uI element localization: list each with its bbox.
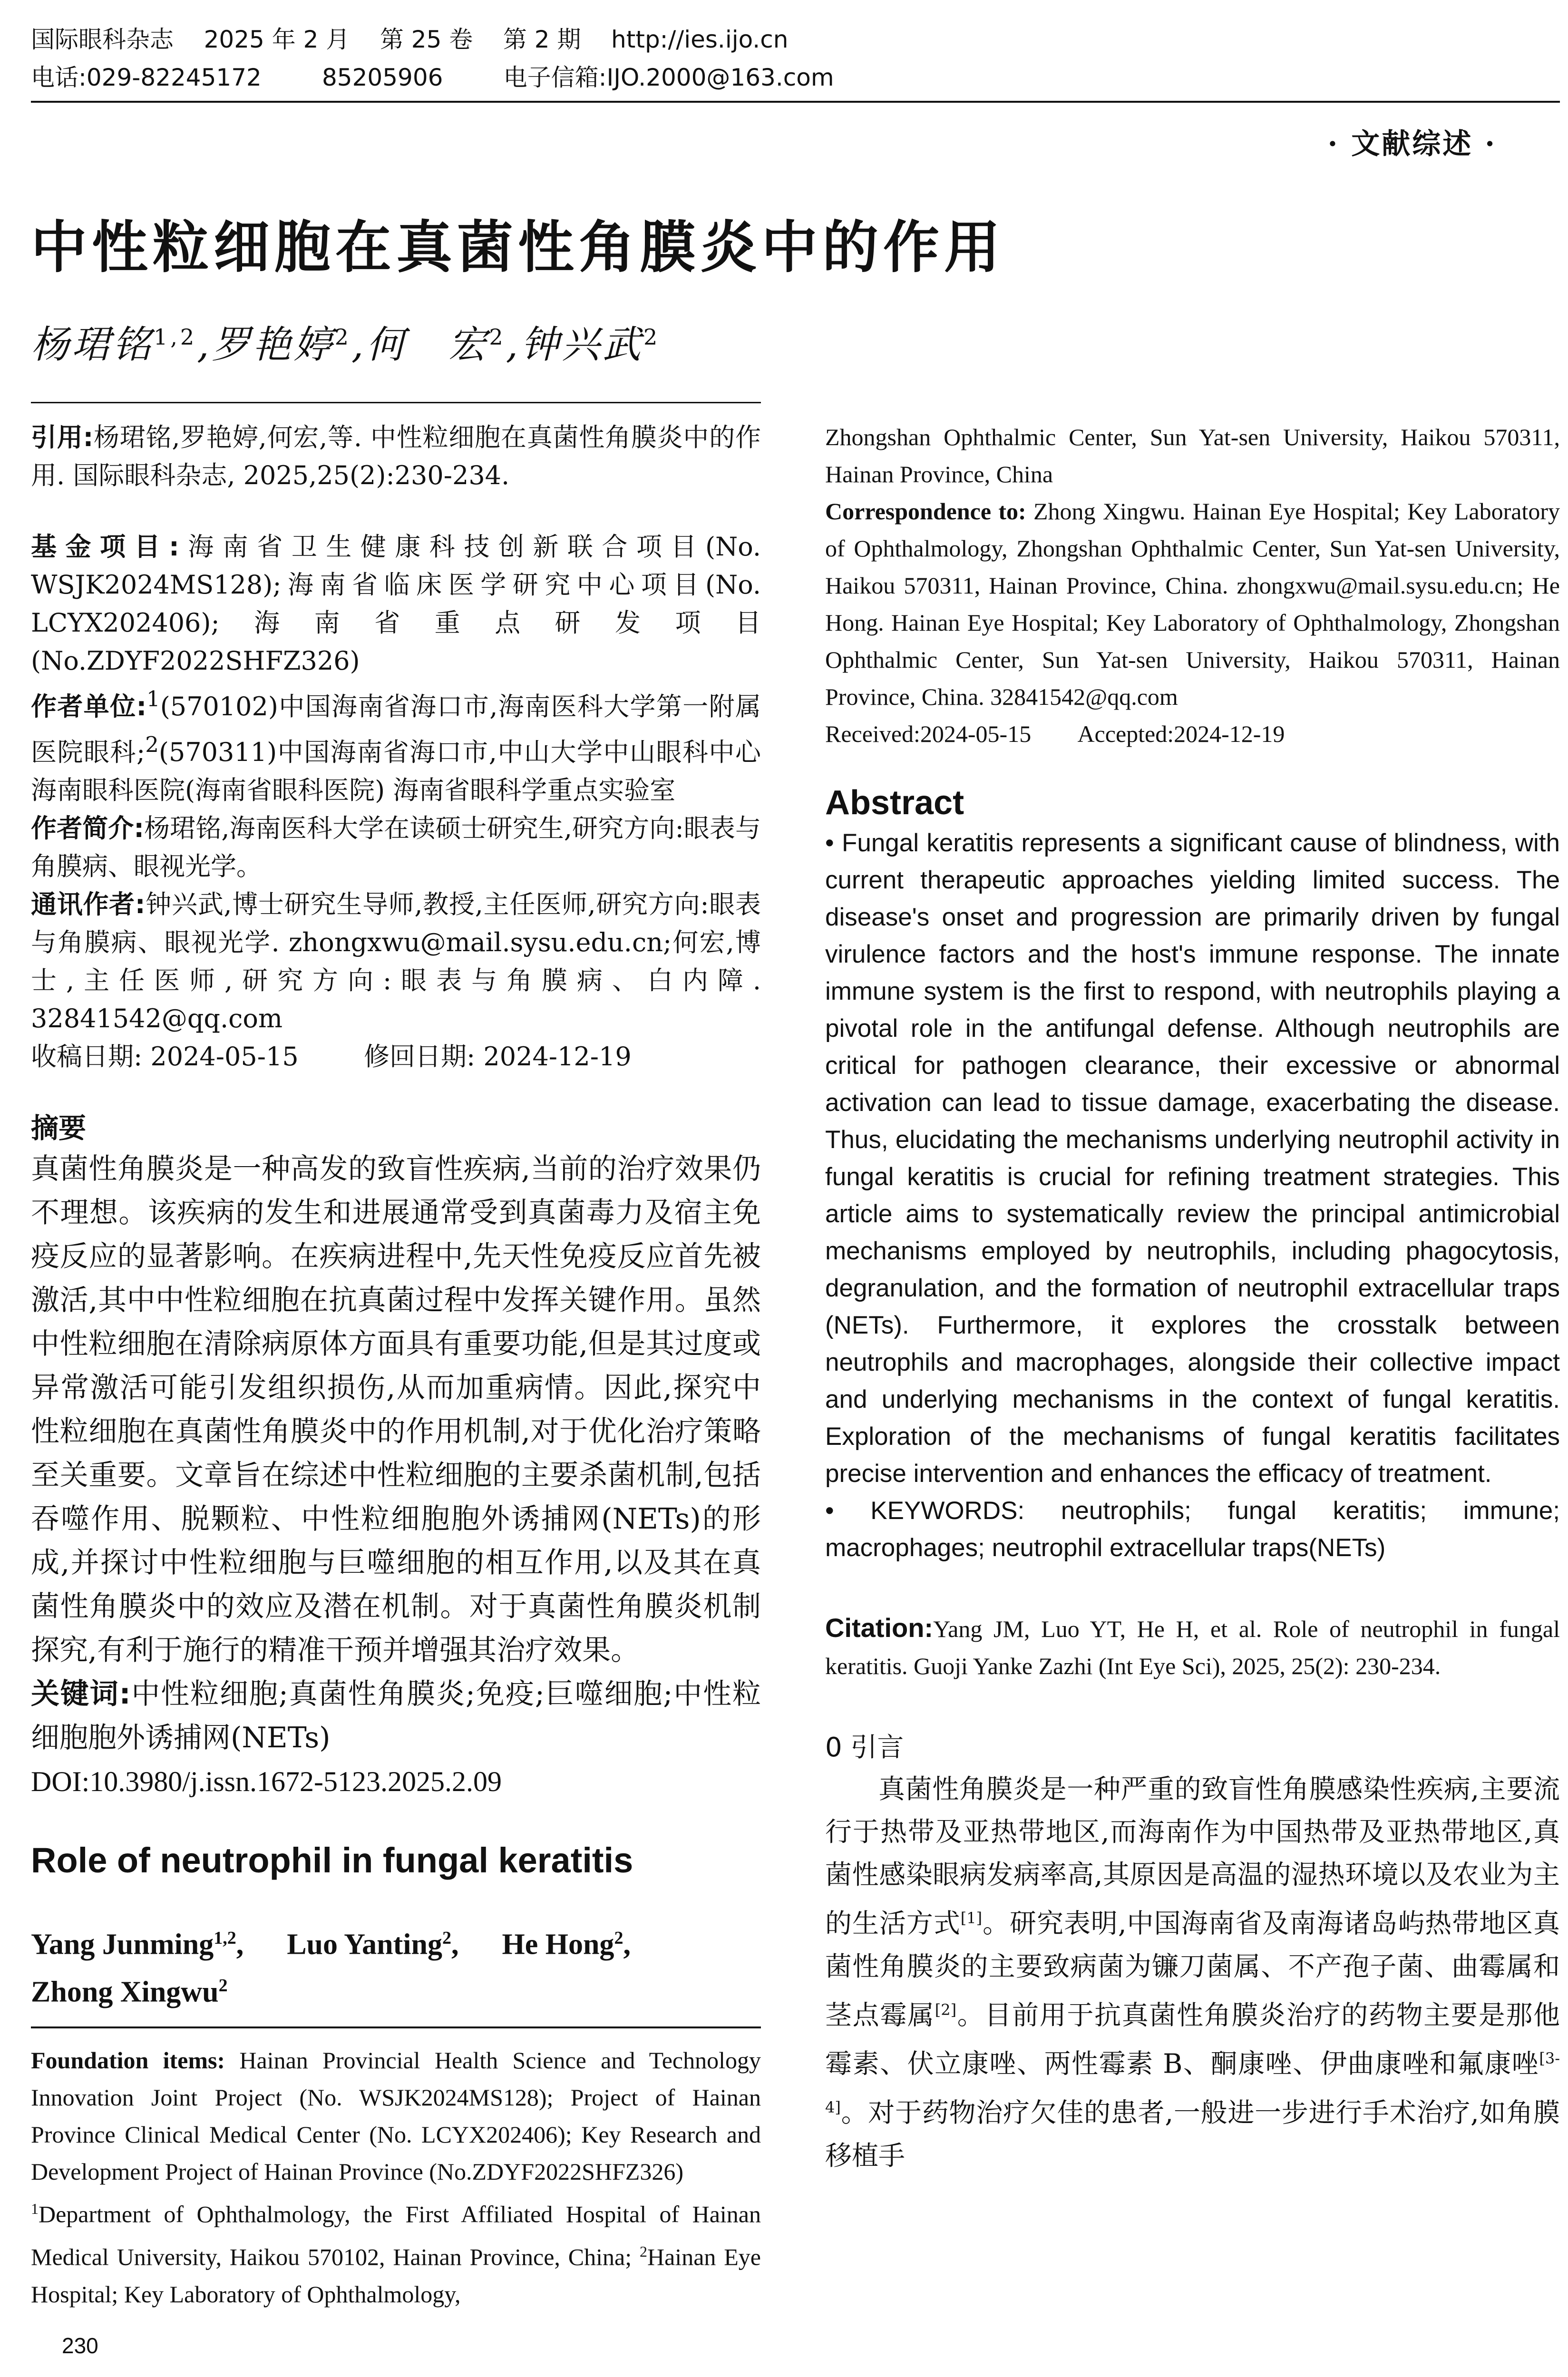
- corresponding-label: 通讯作者:: [31, 889, 146, 919]
- english-title: Role of neutrophil in fungal keratitis: [31, 1841, 633, 1880]
- intro-text: 真菌性角膜炎是一种严重的致盲性角膜感染性疾病,主要流行于热带及亚热带地区,而海南作为中国热带及亚热带地区,真菌性感染眼病发病率高,其原因是高温的湿热环境以及农业为主的生活方式: [825, 1774, 1560, 1939]
- received-accepted-dates: Received:2024-05-15 Accepted:2024-12-19: [825, 721, 1285, 747]
- citation-label: 引用:: [31, 422, 94, 452]
- section-tag: · 文献综述 ·: [1327, 127, 1497, 161]
- keywords-label: 关键词:: [31, 1677, 131, 1711]
- page-number: 230: [62, 2333, 98, 2358]
- english-author-affiliation-mark: 2: [614, 1928, 623, 1948]
- english-author-affiliation-mark: 2: [442, 1928, 451, 1948]
- abstract-body-en: • Fungal keratitis represents a significant cause of blindness, with current therapeutic approaches yielding limited success. The disease's onset and progression are primarily driven by fungal virulence factors and the host's immune response. The innate immune system is the first to respond, with neutrophils playing a pivotal role in the antifungal defense. Although neutrophils are critical for pathogen clearance, their excessive or abnormal activation can lead to tissue damage, exacerbating the disease. Thus, elucidating the mechanisms underlying neutrophil activity in fungal keratitis is crucial for refining treatment strategies. This article aims to systematically review the principal antimicrobial mechanisms employed by neutrophils, including phagocytosis, degranulation, and the formation of neutrophil extracellular traps (NETs). Furthermore, it explores the crosstalk between neutrophils and macrophages, alongside their collective impact and underlying mechanisms in the context of fungal keratitis. Exploration of the mechanisms of fungal keratitis facilitates precise intervention and enhances the efficacy of treatment.: [825, 829, 1560, 1488]
- journal-header-line1: 国际眼科杂志 2025 年 2 月 第 25 卷 第 2 期 http://ies.ijo.cn: [31, 26, 789, 53]
- abstract-heading-cn: 摘要: [31, 1112, 87, 1144]
- english-author-name: Yang Junming: [31, 1928, 214, 1961]
- article-title: 中性粒细胞在真菌性角膜炎中的作用: [31, 214, 1005, 280]
- keywords-text: 中性粒细胞;真菌性角膜炎;免疫;巨噬细胞;中性粒细胞胞外诱捕网(NETs): [31, 1677, 761, 1754]
- english-affiliation-mark: 1: [31, 2200, 39, 2218]
- english-citation-text: Yang JM, Luo YT, He H, et al. Role of neutrophil in fungal keratitis. Guoji Yanke Zazhi (Int Eye Sci), 2025, 25(2): 230-234.: [825, 1616, 1560, 1679]
- english-author-separator: ,: [623, 1928, 631, 1961]
- intro-text: 。目前用于抗真菌性角膜炎治疗的药物主要是那他霉素、伏立康唑、两性霉素 B、酮康唑、伊曲康唑和氟康唑: [825, 2000, 1560, 2080]
- affiliation-cn: [31, 680, 761, 809]
- foundation-label: 基金项目:: [31, 532, 179, 562]
- author-affiliation-mark: 2: [334, 324, 351, 350]
- foundation-cn: [31, 528, 761, 680]
- author-bio-label: 作者简介:: [31, 813, 144, 843]
- reference-mark: [2]: [935, 2000, 957, 2019]
- foundation-text: 海南省卫生健康科技创新联合项目(No. WSJK2024MS128);海南省临床医学研究中心项目(No. LCYX202406);海南省重点研发项目(No.ZDYF2022SHFZ326): [31, 532, 761, 676]
- english-author-list: [31, 1918, 761, 2012]
- reference-mark: [1]: [960, 1909, 983, 1927]
- english-affiliation-text: Department of Ophthalmology, the First Affiliated Hospital of Hainan Medical University, Haikou 570102, Hainan Province, China;: [31, 2201, 761, 2270]
- correspondence-text: Zhong Xingwu. Hainan Eye Hospital; Key Laboratory of Ophthalmology, Zhongshan Ophthalmic Center, Sun Yat-sen University, Haikou 570311, Hainan Province, China. zhongxwu@mail.sysu.edu.cn; He Hong. Hainan Eye Hospital; Key Laboratory of Ophthalmology, Zhongshan Ophthalmic Center, Sun Yat-sen University, Haikou 570311, Hainan Province, China. 32841542@qq.com: [825, 498, 1560, 710]
- english-foundation-text: Hainan Provincial Health Science and Technology Innovation Joint Project (No. WSJK2024MS128); Project of Hainan Province Clinical Medical Center (No. LCYX202406); Key Research and Development Project of Hainan Province (No.ZDYF2022SHFZ326): [31, 2047, 761, 2185]
- english-correspondence: [825, 493, 1560, 715]
- journal-header-line2: 电话:029-82245172 85205906 电子信箱:IJO.2000@163.com: [31, 64, 834, 91]
- author-separator: ,: [197, 322, 212, 367]
- author-affiliation-mark: 2: [643, 324, 661, 350]
- keywords-en: • KEYWORDS: neutrophils; fungal keratitis; immune; macrophages; neutrophil extracellular traps(NETs): [825, 1497, 1560, 1562]
- english-affiliation-text: Hainan Eye Hospital; Key Laboratory of Ophthalmology,: [31, 2243, 761, 2308]
- english-author-affiliation-mark: 2: [218, 1975, 228, 1996]
- author-name: 何 宏: [366, 322, 489, 367]
- intro-text: 。研究表明,中国海南省及南海诸岛屿热带地区真菌性角膜炎的主要致病菌为镰刀菌属、不产孢子菌、曲霉属和茎点霉属: [825, 1908, 1560, 2031]
- left-column-top-rule: [31, 402, 761, 403]
- english-affiliation-continued: Zhongshan Ophthalmic Center, Sun Yat-sen University, Haikou 570311, Hainan Province, China: [825, 424, 1560, 487]
- english-foundation: [31, 2042, 761, 2190]
- author-name: 钟兴武: [521, 322, 644, 367]
- english-citation: [825, 1609, 1560, 1685]
- author-bio-text: 杨珺铭,海南医科大学在读硕士研究生,研究方向:眼表与角膜病、眼视光学。: [31, 813, 761, 881]
- abstract-heading-en: Abstract: [825, 784, 964, 822]
- doi: DOI:10.3980/j.issn.1672-5123.2025.2.09: [31, 1766, 502, 1797]
- introduction-paragraph: [825, 1768, 1560, 2178]
- reference-mark: [3-4]: [825, 2049, 1560, 2116]
- author-affiliation-mark: 2: [489, 324, 506, 350]
- keywords-cn: [31, 1672, 761, 1760]
- intro-text: 。对于药物治疗欠佳的患者,一般进一步进行手术治疗,如角膜移植手: [825, 2097, 1560, 2172]
- english-author-separator: ,: [451, 1928, 459, 1961]
- correspondence-label: Correspondence to:: [825, 498, 1026, 525]
- author-name: 罗艳婷: [212, 322, 335, 367]
- english-foundation-label: Foundation items:: [31, 2047, 225, 2074]
- introduction-heading: 0 引言: [825, 1732, 904, 1763]
- english-author-affiliation-mark: 1,2: [214, 1928, 236, 1948]
- header-divider: [31, 101, 1560, 103]
- right-column: [825, 419, 1560, 2178]
- affiliation-mark: 2: [145, 732, 159, 757]
- english-author-separator: ,: [236, 1928, 244, 1961]
- affiliation-mark: 1: [146, 686, 160, 711]
- author-separator: ,: [506, 322, 521, 367]
- english-author-name: He Hong: [502, 1928, 614, 1961]
- author-separator: ,: [351, 322, 367, 367]
- english-affiliation: [31, 2190, 761, 2312]
- author-list: [31, 314, 660, 369]
- english-citation-label: Citation:: [825, 1613, 934, 1643]
- citation-text: 杨珺铭,罗艳婷,何宏,等. 中性粒细胞在真菌性角膜炎中的作用. 国际眼科杂志, 2025,25(2):230-234.: [31, 422, 761, 490]
- english-author-name: Zhong Xingwu: [31, 1976, 219, 2008]
- citation-cn: [31, 419, 761, 495]
- english-affiliation-mark: 2: [640, 2242, 647, 2260]
- affiliation-label: 作者单位:: [31, 692, 147, 721]
- english-author-name: Luo Yanting: [287, 1928, 442, 1961]
- abstract-body-cn: 真菌性角膜炎是一种高发的致盲性疾病,当前的治疗效果仍不理想。该疾病的发生和进展通常受到真菌毒力及宿主免疫反应的显著影响。在疾病进程中,先天性免疫反应首先被激活,其中中性粒细胞在抗真菌过程中发挥关键作用。虽然中性粒细胞在清除病原体方面具有重要功能,但是其过度或异常激活可能引发组织损伤,从而加重病情。因此,探究中性粒细胞在真菌性角膜炎中的作用机制,对于优化治疗策略至关重要。文章旨在综述中性粒细胞的主要杀菌机制,包括吞噬作用、脱颗粒、中性粒细胞胞外诱捕网(NETs)的形成,并探讨中性粒细胞与巨噬细胞的相互作用,以及其在真菌性角膜炎中的效应及潜在机制。对于真菌性角膜炎机制探究,有利于施行的精准干预并增强其治疗效果。: [31, 1152, 761, 1667]
- author-affiliation-mark: 1,2: [154, 324, 197, 350]
- received-dates-cn: 收稿日期: 2024-05-15 修回日期: 2024-12-19: [31, 1042, 632, 1072]
- corresponding-author-cn: [31, 886, 761, 1038]
- affiliation-text: (570102)中国海南省海口市,海南医科大学第一附属医院眼科;: [31, 692, 761, 767]
- author-bio-cn: [31, 809, 761, 886]
- affiliation-text: (570311)中国海南省海口市,中山大学中山眼科中心海南眼科医院(海南省眼科医院) 海南省眼科学重点实验室: [31, 737, 761, 805]
- left-column: [31, 419, 761, 2313]
- english-author-divider: [31, 2026, 761, 2028]
- corresponding-text: 钟兴武,博士研究生导师,教授,主任医师,研究方向:眼表与角膜病、眼视光学. zhongxwu@mail.sysu.edu.cn;何宏,博士,主任医师,研究方向:眼表与角膜病、白内障. 32841542@qq.com: [31, 889, 761, 1033]
- author-name: 杨珺铭: [31, 322, 154, 367]
